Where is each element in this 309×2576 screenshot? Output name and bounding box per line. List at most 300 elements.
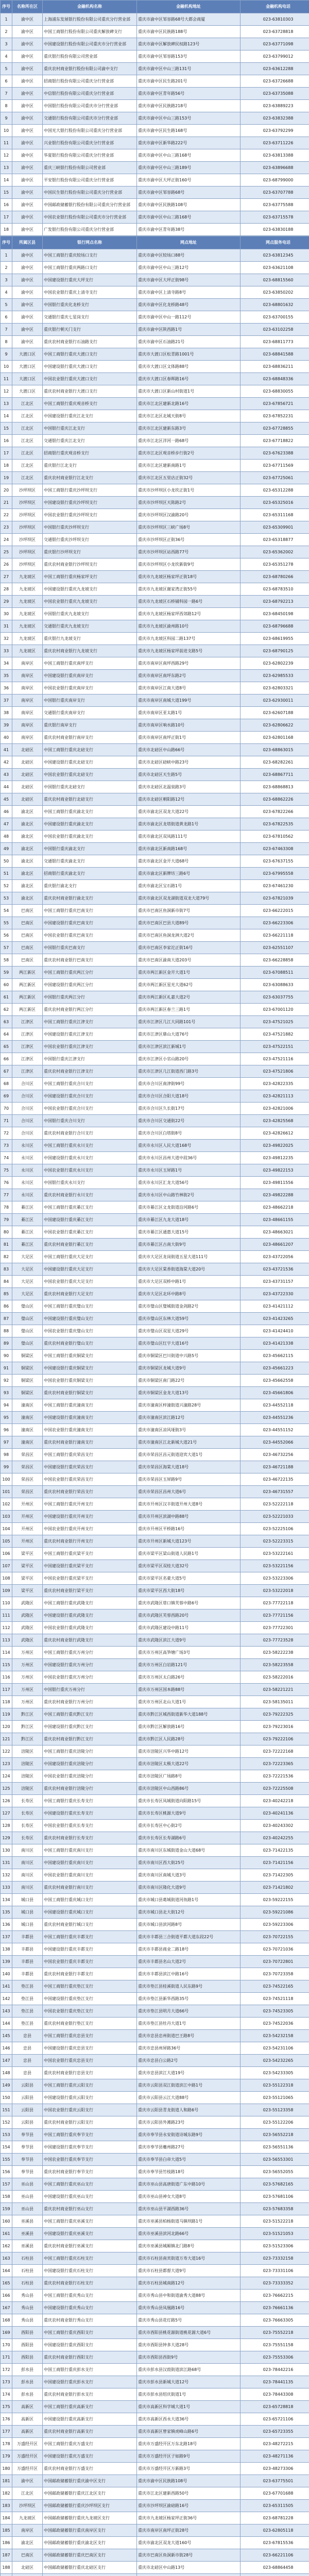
- cell-name: 中国农业银行重庆渝北支行: [43, 831, 137, 843]
- cell-name: 中国工商银行重庆永川支行: [43, 1140, 137, 1152]
- cell-name: 中国工商银行重庆沙坪坝支行: [43, 484, 137, 497]
- table-row: [1, 1857, 309, 1869]
- cell-address: 重庆市丰都县三合街道平都大道东段22号: [137, 1931, 241, 1943]
- table-row: [1, 954, 309, 967]
- cell-phone: 023-67822266: [241, 806, 309, 818]
- cell-address: 重庆市酉阳县桃花源街道桃花源大道6号: [137, 2327, 241, 2339]
- cell-name: 重庆银行沙坪坝支行: [43, 546, 137, 558]
- cell-district: 江津区: [12, 1016, 43, 1028]
- cell-no: 167: [1, 2302, 12, 2314]
- cell-district: 北碚区: [12, 2562, 43, 2574]
- cell-district: 涪陵区: [12, 1758, 43, 1770]
- table-row: [1, 1251, 309, 1263]
- cell-no: 12: [1, 149, 12, 162]
- cell-address: 重庆市渝中区民生路201号: [137, 75, 241, 88]
- table-row: [1, 2092, 309, 2104]
- cell-no: 161: [1, 2228, 12, 2240]
- cell-phone: 023-67461230: [241, 880, 309, 892]
- cell-phone: 023-63621108: [241, 262, 309, 274]
- cell-phone: 023-67725061: [241, 472, 309, 484]
- cell-phone: 023-42826612: [241, 1127, 309, 1140]
- cell-district: 忠县: [12, 2055, 43, 2067]
- cell-phone: 023-71421802: [241, 1882, 309, 1894]
- cell-address: 重庆市巫溪县滨河北路66号: [137, 2228, 241, 2240]
- cell-phone: 023-68841588: [241, 348, 309, 361]
- table-row: [1, 2018, 309, 2030]
- cell-no: 16: [1, 435, 12, 447]
- table-row: [1, 818, 309, 831]
- cell-address: 重庆市万盛经开区子如路9号: [137, 2450, 241, 2463]
- cell-district: 巴南区: [12, 942, 43, 954]
- cell-no: 56: [1, 929, 12, 942]
- cell-phone: 023-68792213: [241, 596, 309, 608]
- cell-name: 重庆农村商业银行永川支行: [43, 1189, 137, 1201]
- cell-address: 重庆市潼南区滨江路12号: [137, 1412, 241, 1424]
- cell-name: 中国工商银行重庆巫山支行: [43, 2178, 137, 2191]
- cell-phone: 023-68836211: [241, 361, 309, 373]
- cell-name: 重庆三峡银行股份有限公司营业部: [43, 162, 137, 174]
- cell-phone: 023-65312288: [241, 484, 309, 497]
- cell-district: 荣昌区: [12, 1461, 43, 1473]
- table-row: [1, 1214, 309, 1226]
- cell-district: 垫江县: [12, 2018, 43, 2030]
- cell-name: 中国建设银行重庆北碚支行: [43, 756, 137, 769]
- cell-address: 重庆市两江新区礼嘉大道2号: [137, 991, 241, 1004]
- table-row: [1, 1882, 309, 1894]
- cell-name: 重庆农村商业银行长寿支行: [43, 1832, 137, 1844]
- table-row: [1, 2549, 309, 2562]
- cell-district: 忠县: [12, 2042, 43, 2055]
- table-row: [1, 484, 309, 497]
- cell-district: 梁平区: [12, 1572, 43, 1585]
- cell-name: 中国农业银行重庆丰都支行: [43, 1956, 137, 1968]
- cell-name: 中国工商银行重庆开州支行: [43, 1498, 137, 1511]
- table-row: [1, 1053, 309, 1065]
- cell-phone: 023-43721536: [241, 1263, 309, 1276]
- cell-no: 73: [1, 1140, 12, 1152]
- cell-name: 中国建设银行重庆石柱支行: [43, 2265, 137, 2277]
- cell-phone: 023-68863015: [241, 744, 309, 756]
- cell-name: 中国建设银行重庆永川支行: [43, 1152, 137, 1164]
- cell-phone: 023-68815560: [241, 274, 309, 286]
- table-row: [1, 2463, 309, 2475]
- cell-district: 城口县: [12, 1906, 43, 1919]
- cell-address: 重庆市綦江区九龙大道18号: [137, 1214, 241, 1226]
- cell-phone: 023-65351278: [241, 558, 309, 571]
- cell-name: 中国银行重庆渝北支行: [43, 843, 137, 855]
- cell-phone: 023-73331106: [241, 2265, 309, 2277]
- cell-address: 重庆市城口县葛城街道河鱼路1号: [137, 1894, 241, 1906]
- cell-phone: 023-67821039: [241, 892, 309, 905]
- table-row: [1, 1647, 309, 1659]
- cell-district: 万盛经开区: [12, 2438, 43, 2450]
- cell-phone: 023-67810562: [241, 831, 309, 843]
- cell-no: 146: [1, 2042, 12, 2055]
- cell-phone: 023-58222238: [241, 1647, 309, 1659]
- cell-address: 重庆市长寿区桃源大道9号: [137, 1807, 241, 1820]
- cell-no: 80: [1, 1226, 12, 1239]
- cell-no: 19: [1, 472, 12, 484]
- cell-district: 酉阳县: [12, 2351, 43, 2364]
- cell-phone: 023-66221118: [241, 929, 309, 942]
- cell-no: 177: [1, 2426, 12, 2438]
- cell-name: 中国农业银行重庆万州分行: [43, 1671, 137, 1684]
- table-row: [1, 1461, 309, 1473]
- cell-address: 重庆市高新区科学城大道1号: [137, 2401, 241, 2413]
- cell-name: 中国工商银行重庆万州分行: [43, 1647, 137, 1659]
- cell-name: 重庆农村商业银行大渡口支行: [43, 385, 137, 398]
- cell-address: 重庆市大足区北环中路8号: [137, 1288, 241, 1300]
- cell-address: 重庆市江北区建新北路16号: [137, 398, 241, 410]
- cell-phone: 023-63088633: [241, 979, 309, 991]
- cell-address: 重庆市渝中区中山一路112号: [137, 311, 241, 324]
- header-cell-address: 网点地址: [137, 236, 241, 249]
- cell-district: 垫江县: [12, 2005, 43, 2018]
- table-row: [1, 1609, 309, 1622]
- cell-no: 15: [1, 422, 12, 435]
- cell-no: 131: [1, 1857, 12, 1869]
- cell-phone: 023-70722801: [241, 1956, 309, 1968]
- cell-district: 大渡口区: [12, 348, 43, 361]
- cell-district: 渝北区: [12, 831, 43, 843]
- cell-district: 两江新区: [12, 979, 43, 991]
- cell-no: 82: [1, 1251, 12, 1263]
- cell-phone: 023-68450198: [241, 608, 309, 620]
- cell-phone: 023-62551107: [241, 942, 309, 954]
- cell-district: 九龙坡区: [12, 633, 43, 645]
- cell-no: 157: [1, 2178, 12, 2191]
- cell-phone: 023-76661136: [241, 2302, 309, 2314]
- cell-no: 89: [1, 1337, 12, 1350]
- cell-phone: 023-47522151: [241, 1041, 309, 1053]
- cell-phone: 023-77722118: [241, 1597, 309, 1609]
- cell-no: 88: [1, 1325, 12, 1337]
- table-row: [1, 1473, 309, 1486]
- cell-address: 重庆市荣昌区昌州大道6号: [137, 1486, 241, 1498]
- cell-phone: 023-51522218: [241, 2215, 309, 2228]
- cell-no: 31: [1, 620, 12, 633]
- table-row: [1, 88, 309, 100]
- table-row: [1, 38, 309, 50]
- cell-no: 85: [1, 1288, 12, 1300]
- cell-name: 中国建设银行重庆秀山支行: [43, 2302, 137, 2314]
- cell-district: 铜梁区: [12, 1350, 43, 1362]
- cell-no: 49: [1, 843, 12, 855]
- cell-address: 重庆市巫溪县柏杨街道马镇坝路1号: [137, 2215, 241, 2228]
- cell-phone: 023-43731157: [241, 1276, 309, 1288]
- cell-district: 长寿区: [12, 1795, 43, 1807]
- table-row: [1, 1337, 309, 1350]
- cell-district: 大足区: [12, 1251, 43, 1263]
- cell-address: 重庆市渝北区新南路168号: [137, 843, 241, 855]
- cell-address: 重庆市江津区滨江新城1号: [137, 1041, 241, 1053]
- cell-phone: 023-65325016: [241, 497, 309, 509]
- cell-no: 40: [1, 732, 12, 744]
- cell-district: 南川区: [12, 1857, 43, 1869]
- cell-name: 中国邮政储蓄银行重庆沙坪坝区支行: [43, 2500, 137, 2512]
- cell-address: 重庆市江津区几江大同路101号: [137, 1016, 241, 1028]
- cell-no: 24: [1, 534, 12, 546]
- header-cell-no: 序号: [1, 1, 12, 13]
- cell-district: 南岸区: [12, 657, 43, 670]
- cell-name: 中国建设银行重庆江北支行: [43, 410, 137, 422]
- cell-district: 万州区: [12, 1659, 43, 1671]
- cell-phone: 023-49822153: [241, 1164, 309, 1177]
- cell-no: 185: [1, 2524, 12, 2537]
- cell-address: 重庆市渝中区石油路21号: [137, 336, 241, 348]
- cell-name: 重庆银行江北支行: [43, 460, 137, 472]
- cell-district: 大足区: [12, 1288, 43, 1300]
- table-row: [1, 1931, 309, 1943]
- cell-name: 中国建设银行重庆南川支行: [43, 1857, 137, 1869]
- cell-name: 交通银行重庆南岸支行: [43, 707, 137, 719]
- cell-name: 中国工商银行重庆铜梁支行: [43, 1350, 137, 1362]
- cell-no: 104: [1, 1523, 12, 1535]
- cell-district: 丰都县: [12, 1931, 43, 1943]
- cell-district: 长寿区: [12, 1807, 43, 1820]
- cell-phone: 023-66228858: [241, 954, 309, 967]
- cell-address: 重庆市渝中区中山三路168号: [137, 211, 241, 224]
- cell-name: 中国农业银行重庆大渡口支行: [43, 373, 137, 385]
- cell-phone: 023-63810303: [241, 13, 309, 26]
- table-row: [1, 1263, 309, 1276]
- cell-name: 中国建设银行重庆忠县支行: [43, 2042, 137, 2055]
- cell-district: 永川区: [12, 1177, 43, 1189]
- cell-no: 35: [1, 670, 12, 682]
- table-row: [1, 1956, 309, 1968]
- table-row: [1, 2055, 309, 2067]
- cell-phone: 023-62607188: [241, 707, 309, 719]
- cell-phone: 023-68282261: [241, 756, 309, 769]
- cell-no: 22: [1, 509, 12, 521]
- cell-phone: 023-63813388: [241, 149, 309, 162]
- table-row: [1, 410, 309, 422]
- cell-no: 162: [1, 2240, 12, 2252]
- cell-no: 111: [1, 1609, 12, 1622]
- cell-no: 59: [1, 967, 12, 979]
- cell-district: 荣昌区: [12, 1449, 43, 1461]
- cell-address: 重庆市潼南区江北新城大道21号: [137, 1436, 241, 1449]
- cell-district: 南岸区: [12, 694, 43, 707]
- cell-address: 重庆市云阳县云江大道88号: [137, 2092, 241, 2104]
- cell-address: 重庆市梁平区双桂大道32号: [137, 1560, 241, 1572]
- cell-address: 重庆市长寿区中心街2号: [137, 1820, 241, 1832]
- cell-name: 重庆银行南岸支行: [43, 719, 137, 732]
- table-row: [1, 756, 309, 769]
- cell-address: 重庆市大渡口区文体路88号: [137, 361, 241, 373]
- cell-district: 涪陵区: [12, 1783, 43, 1795]
- cell-address: 重庆市城口县滨河路8号: [137, 1919, 241, 1931]
- cell-address: 重庆市璧山区东林大道59号: [137, 1313, 241, 1325]
- cell-no: 67: [1, 1065, 12, 1078]
- cell-no: 174: [1, 2388, 12, 2401]
- cell-phone: 023-62806622: [241, 719, 309, 732]
- table-row: [1, 991, 309, 1004]
- cell-phone: 023-51521053: [241, 2228, 309, 2240]
- cell-phone: 023-79223016: [241, 1721, 309, 1733]
- table-row: [1, 385, 309, 398]
- cell-district: 南川区: [12, 1869, 43, 1882]
- table-row: [1, 361, 309, 373]
- table-row: [1, 534, 309, 546]
- cell-name: 中国工商银行重庆璧山支行: [43, 1300, 137, 1313]
- table-row: [1, 1572, 309, 1585]
- cell-address: 重庆市铜梁区金龙大道13号: [137, 1387, 241, 1399]
- cell-no: 138: [1, 1943, 12, 1956]
- cell-phone: 023-56551136: [241, 2141, 309, 2154]
- cell-name: 重庆农村商业银行忠县支行: [43, 2067, 137, 2079]
- cell-phone: 023-68848336: [241, 373, 309, 385]
- cell-address: 重庆市巴南区鱼洞新市街7号: [137, 905, 241, 917]
- cell-no: 151: [1, 2104, 12, 2116]
- cell-phone: 023-68830055: [241, 385, 309, 398]
- table-row: [1, 2240, 309, 2252]
- cell-district: 九龙坡区: [12, 608, 43, 620]
- cell-phone: 023-67001120: [241, 1004, 309, 1016]
- cell-name: 中国工商银行重庆高新支行: [43, 2401, 137, 2413]
- cell-phone: 023-53223306: [241, 1572, 309, 1585]
- cell-district: 巴南区: [12, 905, 43, 917]
- cell-district: 永川区: [12, 1164, 43, 1177]
- cell-phone: 023-66223306: [241, 917, 309, 929]
- cell-name: 中国农业银行重庆合川支行: [43, 1103, 137, 1115]
- cell-phone: 023-40243302: [241, 1820, 309, 1832]
- cell-address: 重庆市九龙坡区渝州路10号: [137, 620, 241, 633]
- cell-phone: 023-67711569: [241, 460, 309, 472]
- cell-address: 重庆市渝中区上清寺路8号: [137, 286, 241, 299]
- cell-address: 重庆市江津区小官山路20号: [137, 1053, 241, 1065]
- cell-phone: 023-70721036: [241, 1943, 309, 1956]
- cell-name: 重庆农村商业银行铜梁支行: [43, 1387, 137, 1399]
- cell-phone: 023-74523305: [241, 2005, 309, 2018]
- table-row: [1, 620, 309, 633]
- cell-phone: 023-68811773: [241, 336, 309, 348]
- table-row: [1, 125, 309, 137]
- cell-address: 重庆市长寿区凤城街道向阳路15号: [137, 1795, 241, 1807]
- table-row: [1, 521, 309, 534]
- cell-no: 70: [1, 1103, 12, 1115]
- cell-phone: 023-68781228: [241, 2512, 309, 2524]
- cell-address: 重庆市九龙坡区谢家湾正街55号: [137, 583, 241, 596]
- cell-address: 重庆市铜梁区龙城大道9号: [137, 1362, 241, 1375]
- cell-phone: 023-54232158: [241, 2030, 309, 2042]
- table-row: [1, 892, 309, 905]
- cell-district: 南岸区: [12, 707, 43, 719]
- cell-name: 中国农业银行重庆长寿支行: [43, 1820, 137, 1832]
- cell-no: 8: [1, 100, 12, 112]
- table-row: [1, 2228, 309, 2240]
- table-row: [1, 1486, 309, 1498]
- cell-name: 重庆农村商业银行黔江支行: [43, 1733, 137, 1745]
- cell-address: 重庆市开州区汉丰街道开州大道8号: [137, 1498, 241, 1511]
- cell-phone: 023-48272215: [241, 2438, 309, 2450]
- cell-phone: 023-68868813: [241, 781, 309, 793]
- cell-phone: 023-59222155: [241, 1894, 309, 1906]
- cell-no: 8: [1, 336, 12, 348]
- cell-phone: 023-73332158: [241, 2252, 309, 2265]
- cell-no: 21: [1, 497, 12, 509]
- cell-address: 重庆市九龙坡区杨家坪前进支路5号: [137, 645, 241, 657]
- cell-district: 渝北区: [12, 843, 43, 855]
- cell-name: 中国银行重庆江津支行: [43, 1053, 137, 1065]
- cell-phone: 023-62801168: [241, 732, 309, 744]
- cell-district: 荣昌区: [12, 1486, 43, 1498]
- cell-name: 中国建设银行重庆高新支行: [43, 2413, 137, 2426]
- table-row: [1, 2500, 309, 2512]
- cell-address: 重庆市武隆区巷口镇芙蓉中路6号: [137, 1597, 241, 1609]
- cell-name: [43, 2574, 137, 2576]
- cell-phone: 023-68867711: [241, 769, 309, 781]
- table-row: [1, 2475, 309, 2487]
- cell-name: 中国农业银行重庆涪陵分行: [43, 1770, 137, 1783]
- cell-name: 重庆农村商业银行开州支行: [43, 1535, 137, 1548]
- cell-address: 重庆市渝中区青年路56号: [137, 88, 241, 100]
- cell-name: 中国建设银行重庆武隆支行: [43, 1609, 137, 1622]
- cell-phone: 023-76663305: [241, 2314, 309, 2327]
- cell-address: 重庆市梁平区名豪大道5号: [137, 1572, 241, 1585]
- cell-address: 重庆市渝北区龙塔街道黄龙路1号: [137, 818, 241, 831]
- cell-phone: 023-46722135: [241, 1473, 309, 1486]
- cell-no: 71: [1, 1115, 12, 1127]
- cell-name: 中国建设银行重庆云阳支行: [43, 2092, 137, 2104]
- cell-address: 重庆市永川区中山路竹林街2号: [137, 1189, 241, 1201]
- cell-phone: 023-72225508: [241, 1783, 309, 1795]
- table-row: [1, 2129, 309, 2141]
- cell-district: 高新区: [12, 2401, 43, 2413]
- cell-name: 中国农业银行重庆上清寺支行: [43, 286, 137, 299]
- cell-district: 万州区: [12, 1696, 43, 1708]
- cell-district: 江北区: [12, 410, 43, 422]
- table-row: [1, 1696, 309, 1708]
- cell-address: 重庆市忠县州屏路36号: [137, 2042, 241, 2055]
- cell-name: 中国工商银行重庆大足支行: [43, 1251, 137, 1263]
- cell-address: 重庆市沙坪坝区汉渝路20号: [137, 509, 241, 521]
- cell-name: 中国建设银行重庆沙坪坝支行: [43, 497, 137, 509]
- cell-no: 134: [1, 1894, 12, 1906]
- cell-phone: 023-51523306: [241, 2240, 309, 2252]
- cell-phone: 023-63896688: [241, 162, 309, 174]
- cell-no: 91: [1, 1362, 12, 1375]
- cell-phone: 023-67856721: [241, 398, 309, 410]
- cell-phone: 023-65311168: [241, 509, 309, 521]
- cell-phone: 023-70722155: [241, 1931, 309, 1943]
- cell-address: 重庆市梁平区梁山街道人民路1号: [137, 1548, 241, 1560]
- cell-no: 121: [1, 1733, 12, 1745]
- cell-phone: 023-68864458: [241, 2562, 309, 2574]
- cell-phone: 023-63792299: [241, 125, 309, 137]
- cell-name: 中国银行股份有限公司重庆市分行营业部: [43, 100, 137, 112]
- cell-phone: 023-67728855: [241, 422, 309, 435]
- cell-phone: 023-58221221: [241, 1684, 309, 1696]
- cell-address: 重庆市九龙坡区杨家坪正街18号: [137, 571, 241, 583]
- cell-district: 巫山县: [12, 2203, 43, 2215]
- cell-district: 武隆区: [12, 1634, 43, 1647]
- table-row: [1, 262, 309, 274]
- cell-address: 重庆市璧山区双星大道29号: [137, 1325, 241, 1337]
- cell-address: 重庆市开州区新城大道123号: [137, 1535, 241, 1548]
- cell-name: 中国银行重庆南岸支行: [43, 694, 137, 707]
- cell-district: 合川区: [12, 1090, 43, 1103]
- cell-phone: 023-65311505: [241, 2500, 309, 2512]
- cell-no: 159: [1, 2203, 12, 2215]
- cell-no: 29: [1, 596, 12, 608]
- cell-no: 140: [1, 1968, 12, 1980]
- table-row: [1, 1375, 309, 1387]
- cell-district: 忠县: [12, 2067, 43, 2079]
- cell-address: 重庆市南岸区南坪西路29号: [137, 657, 241, 670]
- cell-address: 重庆市綦江区古南大街9号: [137, 1239, 241, 1251]
- table-row: [1, 2450, 309, 2463]
